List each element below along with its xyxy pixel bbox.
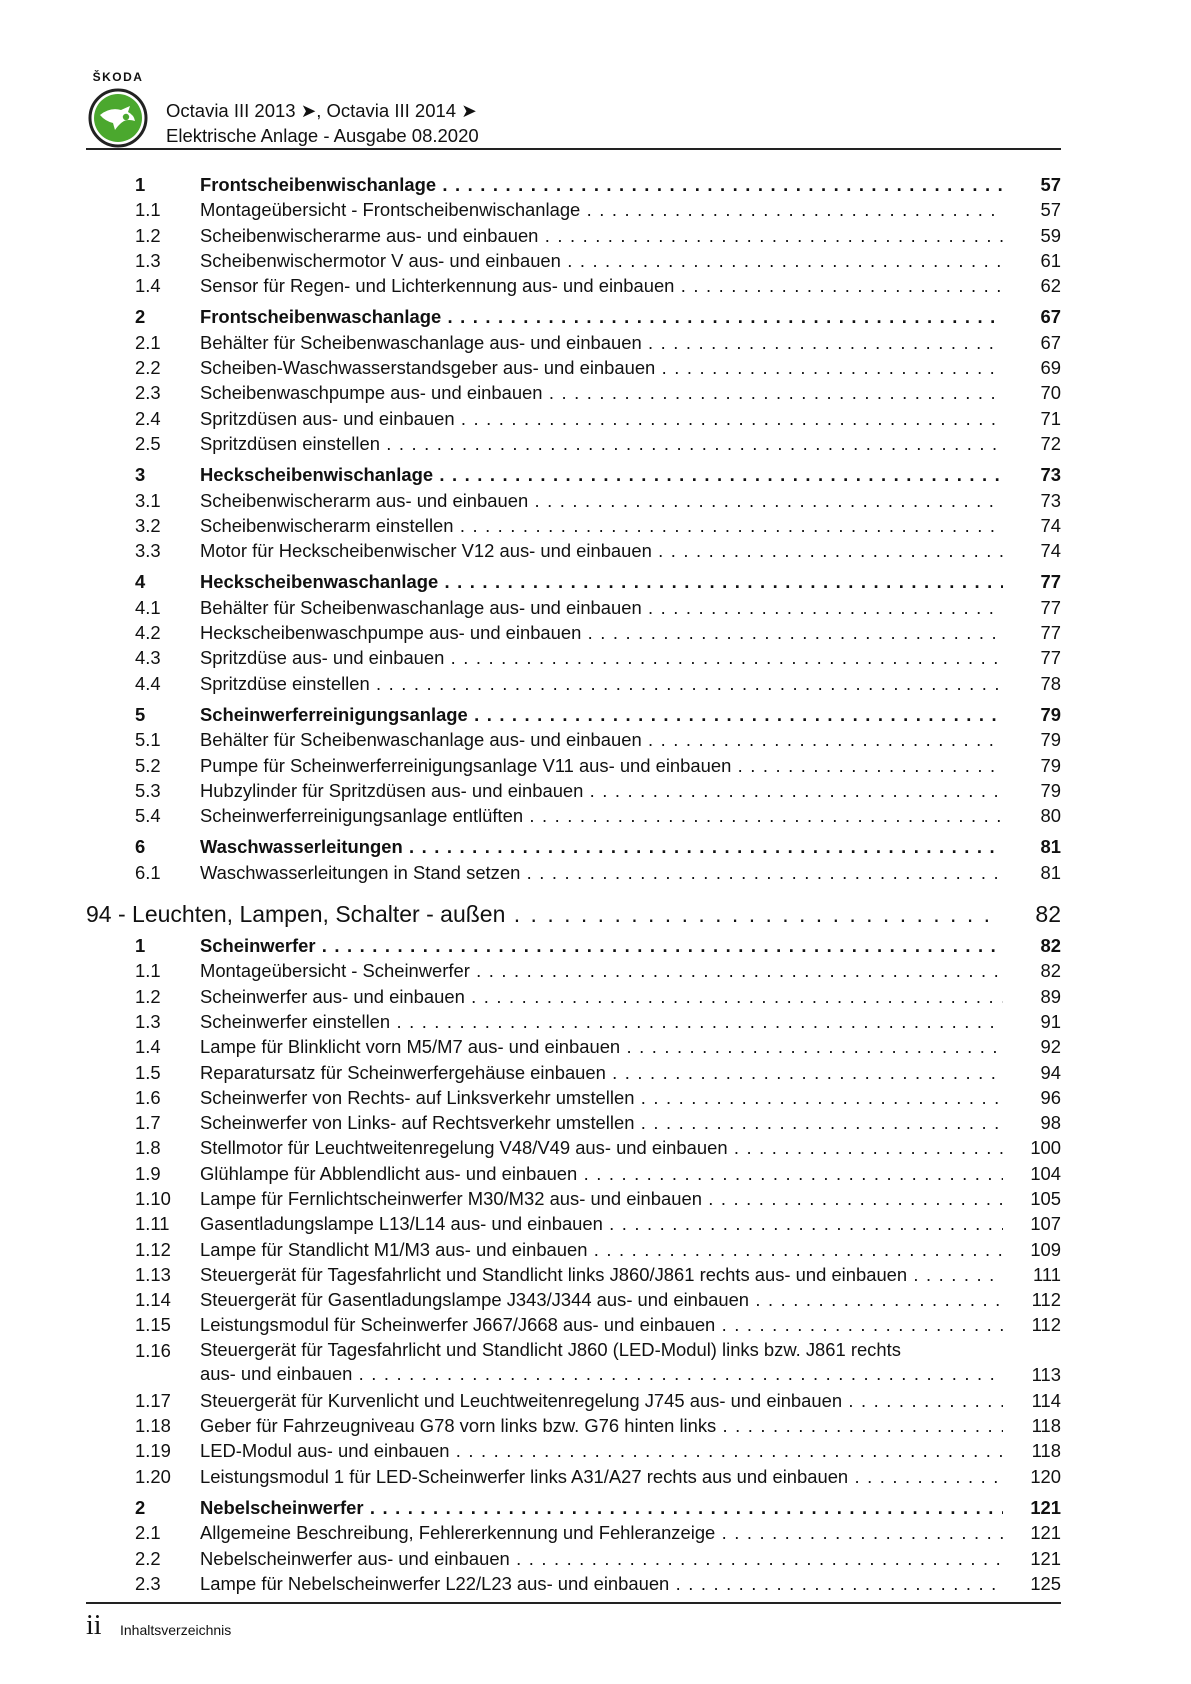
toc-group <box>0 933 1191 1489</box>
toc-entry[interactable] <box>0 355 1191 380</box>
skoda-logo <box>86 70 150 148</box>
entry-title: Gasentladungslampe L13/L14 aus- und einbauen . . . <box>200 1211 1061 1236</box>
entry-title: Sensor für Regen- und Lichterkennung aus- und einbauen . . . <box>200 273 1061 298</box>
toc-group <box>0 172 1191 298</box>
entry-page: 73 <box>1003 488 1061 513</box>
entry-page: 104 <box>1003 1161 1061 1186</box>
entry-number: 4.2 <box>135 622 161 644</box>
toc-entry[interactable] <box>0 1211 1191 1236</box>
entry-page: 79 <box>1003 727 1061 752</box>
entry-page: 107 <box>1003 1211 1061 1236</box>
entry-number: 1 <box>135 174 146 195</box>
entry-title: Steuergerät für Gasentladungslampe J343/J344 aus- und einbauen . . . <box>200 1287 1061 1312</box>
footer-page-number: ii <box>86 1610 102 1641</box>
entry-page: 100 <box>1003 1135 1061 1160</box>
entry-title: Steuergerät für Kurvenlicht und Leuchtweitenregelung J745 aus- und einbauen . . . <box>200 1388 1061 1413</box>
entry-page: 121 <box>1003 1546 1061 1571</box>
entry-page: 77 <box>1003 595 1061 620</box>
entry-number: 5.2 <box>135 754 161 776</box>
entry-page: 118 <box>1003 1438 1061 1463</box>
toc-entry[interactable] <box>0 1438 1191 1463</box>
entry-number: 2.3 <box>135 382 161 404</box>
toc-entry[interactable] <box>0 778 1191 803</box>
document-header <box>166 98 479 148</box>
entry-title: Frontscheibenwaschanlage . . . <box>200 304 1061 329</box>
entry-number: 1.15 <box>135 1314 171 1336</box>
toc-entry[interactable] <box>0 620 1191 645</box>
entry-page: 121 <box>1003 1520 1061 1545</box>
entry-page: 81 <box>1003 834 1061 859</box>
entry-title: Behälter für Scheibenwaschanlage aus- und einbauen . . . <box>200 595 1061 620</box>
entry-page: 72 <box>1003 431 1061 456</box>
toc-entry[interactable] <box>0 330 1191 355</box>
entry-page: 92 <box>1003 1034 1061 1059</box>
header-rule <box>86 148 1061 150</box>
entry-title: Behälter für Scheibenwaschanlage aus- und einbauen . . . <box>200 330 1061 355</box>
entry-page: 113 <box>1003 1362 1061 1387</box>
entry-page: 70 <box>1003 380 1061 405</box>
entry-title: Scheibenwischermotor V aus- und einbauen . . . <box>200 248 1061 273</box>
entry-title: Lampe für Fernlichtscheinwerfer M30/M32 aus- und einbauen . . . <box>200 1186 1061 1211</box>
entry-title: Heckscheibenwaschpumpe aus- und einbauen . . . <box>200 620 1061 645</box>
toc-entry[interactable] <box>0 1571 1191 1596</box>
toc-group <box>0 569 1191 695</box>
toc-group <box>0 304 1191 456</box>
toc-entry[interactable] <box>0 1009 1191 1034</box>
entry-number: 1.20 <box>135 1465 171 1487</box>
entry-number: 2.1 <box>135 331 161 353</box>
entry-number: 1.2 <box>135 985 161 1007</box>
brand-wordmark: ŠKODA <box>92 70 144 84</box>
toc-entry[interactable] <box>0 803 1191 828</box>
entry-page: 82 <box>1003 933 1061 958</box>
entry-page: 67 <box>1003 304 1061 329</box>
entry-page: 57 <box>1003 197 1061 222</box>
entry-title: Lampe für Blinklicht vorn M5/M7 aus- und einbauen . . . <box>200 1034 1061 1059</box>
entry-title: Hubzylinder für Spritzdüsen aus- und einbauen . . . <box>200 778 1061 803</box>
entry-number: 3 <box>135 464 146 486</box>
entry-number: 1.6 <box>135 1086 161 1108</box>
entry-number: 3.3 <box>135 540 161 562</box>
footer-rule <box>86 1602 1061 1604</box>
entry-title: Scheinwerferreinigungsanlage entlüften . . . <box>200 803 1061 828</box>
toc-group <box>0 834 1191 885</box>
entry-number: 2.1 <box>135 1522 161 1544</box>
entry-page: 82 <box>1003 958 1061 983</box>
toc-entry[interactable] <box>0 1085 1191 1110</box>
toc-entry[interactable] <box>0 406 1191 431</box>
toc-heading[interactable] <box>0 1495 1191 1520</box>
entry-number: 1.2 <box>135 224 161 246</box>
entry-page: 81 <box>1003 860 1061 885</box>
entry-page: 74 <box>1003 513 1061 538</box>
entry-title: Reparatursatz für Scheinwerfergehäuse einbauen . . . <box>200 1060 1061 1085</box>
toc-entry[interactable] <box>0 984 1191 1009</box>
toc-group <box>0 1495 1191 1596</box>
toc-section-93 <box>0 172 1191 885</box>
entry-title: Lampe für Standlicht M1/M3 aus- und einbauen . . . <box>200 1237 1061 1262</box>
entry-page: 77 <box>1003 645 1061 670</box>
entry-page: 111 <box>1003 1262 1061 1287</box>
entry-title: Allgemeine Beschreibung, Fehlererkennung und Fehleranzeige . . . <box>200 1520 1061 1545</box>
toc-entry[interactable] <box>0 248 1191 273</box>
entry-page: 114 <box>1003 1388 1061 1413</box>
toc-entry[interactable] <box>0 1287 1191 1312</box>
entry-title: Motor für Heckscheibenwischer V12 aus- und einbauen . . . <box>200 538 1061 563</box>
toc-group <box>0 702 1191 828</box>
toc-entry[interactable] <box>0 1110 1191 1135</box>
toc-entry[interactable] <box>0 860 1191 885</box>
entry-title: Scheinwerfer . . . <box>200 933 1061 958</box>
toc-entry[interactable] <box>0 513 1191 538</box>
toc-entry[interactable] <box>0 1135 1191 1160</box>
entry-title: Lampe für Nebelscheinwerfer L22/L23 aus- und einbauen . . . <box>200 1571 1061 1596</box>
toc-entry[interactable] <box>0 1464 1191 1489</box>
entry-page: 80 <box>1003 803 1061 828</box>
toc-entry[interactable] <box>0 1413 1191 1438</box>
entry-number: 3.1 <box>135 489 161 511</box>
entry-number: 1.18 <box>135 1415 171 1437</box>
entry-page: 96 <box>1003 1085 1061 1110</box>
entry-page: 62 <box>1003 273 1061 298</box>
entry-title: Leistungsmodul 1 für LED-Scheinwerfer links A31/A27 rechts aus und einbauen . . . <box>200 1464 1061 1489</box>
entry-number: 1.11 <box>135 1213 170 1235</box>
entry-title: Heckscheibenwaschanlage . . . <box>200 569 1061 594</box>
entry-number: 1.9 <box>135 1162 161 1184</box>
entry-number: 1.4 <box>135 275 161 297</box>
entry-number: 2 <box>135 1496 146 1518</box>
entry-number: 1.12 <box>135 1238 171 1260</box>
entry-title: Montageübersicht - Frontscheibenwischanlage . . . <box>200 197 1061 222</box>
entry-number: 1 <box>135 935 146 957</box>
toc-group <box>0 462 1191 563</box>
entry-number: 4.4 <box>135 672 161 694</box>
toc-entry[interactable] <box>0 197 1191 222</box>
toc-entry[interactable] <box>0 1312 1191 1337</box>
toc-entry[interactable] <box>0 1546 1191 1571</box>
toc-heading[interactable] <box>0 569 1191 594</box>
entry-number: 4.3 <box>135 647 161 669</box>
entry-title: Scheiben-Waschwasserstandsgeber aus- und einbauen . . . <box>200 355 1061 380</box>
entry-title: Nebelscheinwerfer aus- und einbauen . . . <box>200 1546 1061 1571</box>
toc-entry[interactable] <box>0 431 1191 456</box>
header-title-line1: Octavia III 2013 ➤, Octavia III 2014 ➤ <box>166 100 477 121</box>
toc-entry[interactable] <box>0 1161 1191 1186</box>
entry-title: Montageübersicht - Scheinwerfer . . . <box>200 958 1061 983</box>
entry-title: Geber für Fahrzeugniveau G78 vorn links bzw. G76 hinten links . . . <box>200 1413 1061 1438</box>
toc-entry[interactable] <box>0 1262 1191 1287</box>
entry-title: Spritzdüsen einstellen . . . <box>200 431 1061 456</box>
entry-title: Scheinwerferreinigungsanlage . . . <box>200 702 1061 727</box>
entry-number: 3.2 <box>135 514 161 536</box>
entry-title: LED-Modul aus- und einbauen . . . <box>200 1438 1061 1463</box>
entry-title: Scheinwerfer von Rechts- auf Linksverkehr umstellen . . . <box>200 1085 1061 1110</box>
entry-number: 2.3 <box>135 1572 161 1594</box>
entry-title: Stellmotor für Leuchtweitenregelung V48/V49 aus- und einbauen . . . <box>200 1135 1061 1160</box>
toc-entry[interactable] <box>0 488 1191 513</box>
entry-title: Frontscheibenwischanlage . . . <box>200 172 1061 197</box>
entry-number: 5.1 <box>135 729 161 751</box>
entry-page: 94 <box>1003 1060 1061 1085</box>
entry-number: 1.14 <box>135 1289 171 1311</box>
entry-page: 79 <box>1003 753 1061 778</box>
entry-page: 78 <box>1003 671 1061 696</box>
chapter-page: 82 <box>995 897 1061 931</box>
toc-entry[interactable] <box>0 1034 1191 1059</box>
entry-title: Nebelscheinwerfer . . . <box>200 1495 1061 1520</box>
entry-number: 6.1 <box>135 861 161 883</box>
entry-page: 57 <box>1003 172 1061 197</box>
entry-title: Scheibenwischerarme aus- und einbauen . . . <box>200 223 1061 248</box>
entry-number: 1.19 <box>135 1440 171 1462</box>
entry-number: 1.3 <box>135 1010 161 1032</box>
entry-page: 74 <box>1003 538 1061 563</box>
toc-heading[interactable] <box>0 834 1191 859</box>
toc-entry[interactable] <box>0 273 1191 298</box>
toc-heading[interactable] <box>0 933 1191 958</box>
entry-number: 1.3 <box>135 249 161 271</box>
toc-section-94 <box>0 933 1191 1596</box>
entry-page: 77 <box>1003 620 1061 645</box>
entry-number: 5 <box>135 703 146 725</box>
entry-number: 1.5 <box>135 1061 161 1083</box>
entry-page: 109 <box>1003 1237 1061 1262</box>
toc-entry[interactable] <box>0 223 1191 248</box>
entry-title: Scheibenwischerarm einstellen . . . <box>200 513 1061 538</box>
entry-title: Behälter für Scheibenwaschanlage aus- und einbauen . . . <box>200 727 1061 752</box>
entry-number: 5.4 <box>135 805 161 827</box>
entry-number: 2.5 <box>135 432 161 454</box>
entry-page: 79 <box>1003 778 1061 803</box>
entry-number: 4.1 <box>135 596 161 618</box>
entry-title: Steuergerät für Tagesfahrlicht und Standlicht links J860/J861 rechts aus- und einbauen . . . <box>200 1262 1061 1287</box>
entry-page: 112 <box>1003 1287 1061 1312</box>
toc-heading[interactable] <box>0 304 1191 329</box>
entry-page: 59 <box>1003 223 1061 248</box>
entry-title: Pumpe für Scheinwerferreinigungsanlage V11 aus- und einbauen . . . <box>200 753 1061 778</box>
entry-number: 1.4 <box>135 1036 161 1058</box>
entry-page: 73 <box>1003 462 1061 487</box>
toc-entry[interactable] <box>0 1060 1191 1085</box>
toc-entry[interactable] <box>0 1237 1191 1262</box>
entry-page: 112 <box>1003 1312 1061 1337</box>
entry-number: 1.17 <box>135 1389 171 1411</box>
toc-entry[interactable] <box>0 1388 1191 1413</box>
toc-entry[interactable] <box>0 958 1191 983</box>
toc-entry[interactable] <box>0 1186 1191 1211</box>
entry-number: 2.2 <box>135 1547 161 1569</box>
entry-number: 1.16 <box>135 1339 171 1361</box>
toc-heading[interactable] <box>0 702 1191 727</box>
entry-page: 121 <box>1003 1495 1061 1520</box>
entry-title: Glühlampe für Abblendlicht aus- und einbauen . . . <box>200 1161 1061 1186</box>
toc-entry[interactable] <box>0 538 1191 563</box>
entry-page: 67 <box>1003 330 1061 355</box>
entry-page: 118 <box>1003 1413 1061 1438</box>
entry-title: Scheinwerfer von Links- auf Rechtsverkehr umstellen . . . <box>200 1110 1061 1135</box>
toc-entry[interactable] <box>0 380 1191 405</box>
entry-page: 61 <box>1003 248 1061 273</box>
entry-number: 6 <box>135 836 146 858</box>
entry-page: 91 <box>1003 1009 1061 1034</box>
entry-title: Leistungsmodul für Scheinwerfer J667/J668 aus- und einbauen . . . <box>200 1312 1061 1337</box>
header-title-line2: Elektrische Anlage - Ausgabe 08.2020 <box>166 125 479 146</box>
entry-number: 1.1 <box>135 199 161 221</box>
entry-number: 2.4 <box>135 407 161 429</box>
toc-entry[interactable] <box>0 1338 1191 1388</box>
entry-number: 2.2 <box>135 357 161 379</box>
toc-entry[interactable] <box>0 753 1191 778</box>
entry-number: 1.7 <box>135 1112 161 1134</box>
entry-page: 77 <box>1003 569 1061 594</box>
entry-title: Scheibenwischerarm aus- und einbauen . . . <box>200 488 1061 513</box>
table-of-contents <box>0 172 1191 1602</box>
entry-title: Scheinwerfer aus- und einbauen . . . <box>200 984 1061 1009</box>
entry-number: 5.3 <box>135 779 161 801</box>
toc-heading[interactable] <box>0 462 1191 487</box>
entry-number: 1.8 <box>135 1137 161 1159</box>
entry-title: Waschwasserleitungen in Stand setzen . . . <box>200 860 1061 885</box>
entry-title: Spritzdüse einstellen . . . <box>200 671 1061 696</box>
toc-heading[interactable] <box>0 172 1191 197</box>
toc-entry[interactable] <box>0 1520 1191 1545</box>
toc-entry[interactable] <box>0 595 1191 620</box>
entry-number: 2 <box>135 306 146 328</box>
footer-label: Inhaltsverzeichnis <box>120 1622 232 1638</box>
entry-number: 4 <box>135 571 146 593</box>
entry-number: 1.1 <box>135 960 161 982</box>
toc-entry[interactable] <box>0 671 1191 696</box>
entry-title-line2: aus- und einbauen . . . <box>200 1362 1061 1386</box>
toc-entry[interactable] <box>0 645 1191 670</box>
entry-title <box>200 1338 1061 1386</box>
entry-page: 69 <box>1003 355 1061 380</box>
entry-page: 125 <box>1003 1571 1061 1596</box>
toc-entry[interactable] <box>0 727 1191 752</box>
entry-page: 98 <box>1003 1110 1061 1135</box>
entry-number: 1.10 <box>135 1187 171 1209</box>
chapter-title: 94 - Leuchten, Lampen, Schalter - außen . . . <box>86 897 1061 931</box>
entry-page: 79 <box>1003 702 1061 727</box>
toc-chapter-94[interactable] <box>0 897 1191 931</box>
entry-title: Spritzdüse aus- und einbauen . . . <box>200 645 1061 670</box>
entry-title: Spritzdüsen aus- und einbauen . . . <box>200 406 1061 431</box>
entry-title: Heckscheibenwischanlage . . . <box>200 462 1061 487</box>
skoda-winged-arrow-icon <box>88 88 148 148</box>
entry-title-line1: Steuergerät für Tagesfahrlicht und Standlicht J860 (LED-Modul) links bzw. J861 rechts <box>200 1338 901 1360</box>
entry-number: 1.13 <box>135 1263 171 1285</box>
entry-page: 120 <box>1003 1464 1061 1489</box>
entry-page: 71 <box>1003 406 1061 431</box>
entry-page: 105 <box>1003 1186 1061 1211</box>
entry-title: Scheinwerfer einstellen . . . <box>200 1009 1061 1034</box>
entry-title: Waschwasserleitungen . . . <box>200 834 1061 859</box>
entry-title: Scheibenwaschpumpe aus- und einbauen . . . <box>200 380 1061 405</box>
entry-page: 89 <box>1003 984 1061 1009</box>
